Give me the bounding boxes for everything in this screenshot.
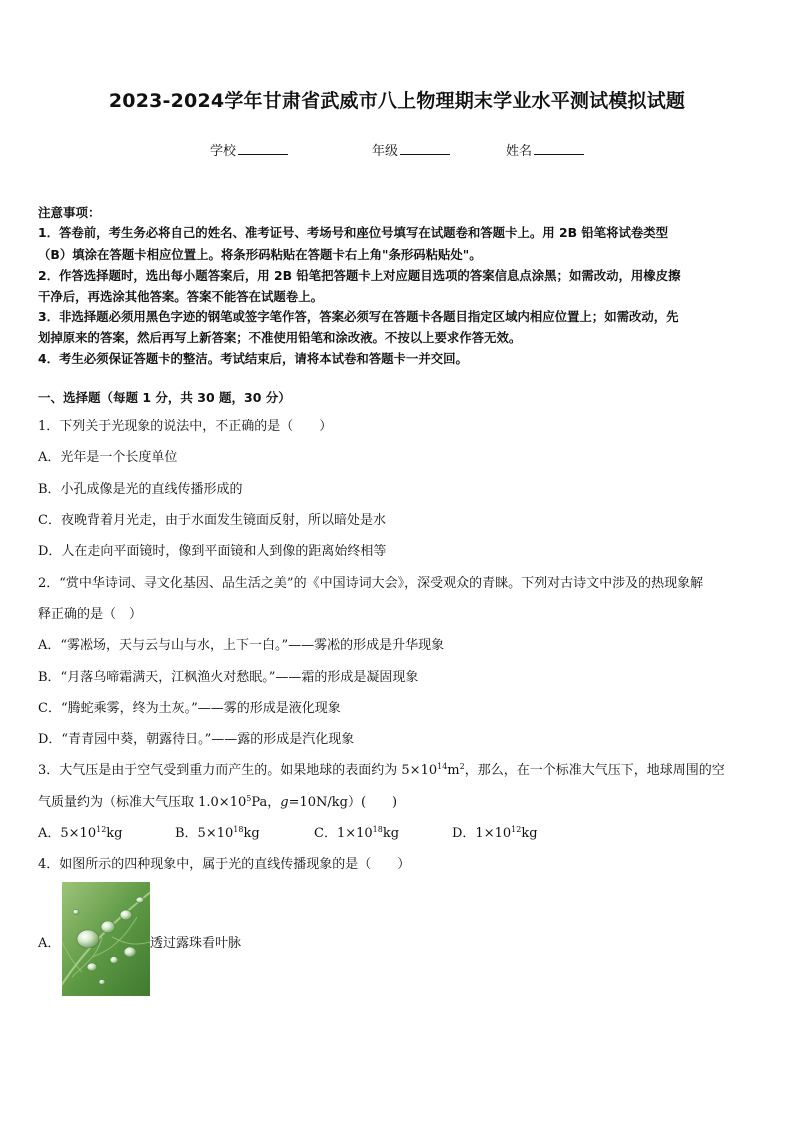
question-2-stem-cont: 释正确的是（ ）: [38, 607, 143, 622]
school-label: 学校: [210, 144, 237, 159]
question-1-option-b: B．小孔成像是光的直线传播形成的: [38, 482, 243, 497]
question-3-option-a: A．$5\times 10^{12}kg$: [38, 825, 123, 841]
page-title: 2023-2024学年甘肃省武威市八上物理期末学业水平测试模拟试题: [108, 90, 686, 112]
question-1-stem: 1．下列关于光现象的说法中，不正确的是（ ）: [38, 419, 333, 434]
question-4-option-a-caption: 透过露珠看叶脉: [150, 936, 242, 951]
question-3-stem: 3．大气压是由于空气受到重力而产生的。如果地球的表面约为 $5\times 10^{14}m^2$，那么，在一个标准大气压下，地球周围的空: [38, 762, 725, 778]
notice-line: 干净后，再选涂其他答案。答案不能答在试题卷上。: [38, 289, 323, 304]
grade-field: [372, 140, 450, 159]
notice-heading: 注意事项：: [38, 205, 101, 220]
notice-line: 2．作答选择题时，选出每小题答案后，用 2B 铅笔把答题卡上对应题目选项的答案信息点涂黑；如需改动，用橡皮擦: [38, 268, 681, 283]
question-1-option-a: A．光年是一个长度单位: [38, 450, 178, 465]
question-2-option-d: D．“青青园中葵，朝露待日。”——露的形成是汽化现象: [38, 732, 355, 747]
grade-blank: [400, 142, 450, 155]
question-2-option-a: A．“雾凇场，天与云与山与水，上下一白。”——雾凇的形成是升华现象: [38, 638, 445, 653]
section-heading: 一、选择题（每题 1 分，共 30 题，30 分）: [38, 390, 291, 405]
notice-line: 4．考生必须保证答题卡的整洁。考试结束后，请将本试卷和答题卡一并交回。: [38, 351, 468, 366]
dewdrop-leaf-image: [62, 882, 150, 996]
school-field: [210, 140, 288, 159]
school-blank: [238, 142, 288, 155]
notice-line: （B）填涂在答题卡相应位置上。将条形码粘贴在答题卡右上角"条形码粘贴处"。: [38, 247, 482, 262]
question-3-option-b: B．$5\times 10^{18}kg$: [175, 825, 260, 841]
notice-line: 3．非选择题必须用黑色字迹的钢笔或签字笔作答，答案必须写在答题卡各题目指定区域内相应位置上；如需改动，先: [38, 309, 679, 324]
name-blank: [534, 142, 584, 155]
name-label: 姓名: [506, 144, 533, 159]
question-4-stem: 4．如图所示的四种现象中，属于光的直线传播现象的是（ ）: [38, 857, 411, 872]
question-3-stem-cont: 气质量约为（标准大气压取 $1.0\times 10^5Pa$，g=10N/kg）( ): [38, 794, 398, 810]
question-3-option-d: D．$1\times 10^{12}kg$: [452, 825, 538, 841]
notice-line: 1．答卷前，考生务必将自己的姓名、准考证号、考场号和座位号填写在试题卷和答题卡上。用 2B 铅笔将试卷类型: [38, 225, 669, 240]
question-1-option-d: D．人在走向平面镜时，像到平面镜和人到像的距离始终相等: [38, 544, 387, 559]
name-field: [506, 140, 584, 159]
question-3-option-c: C．$1\times 10^{18}kg$: [314, 825, 400, 841]
question-2-option-b: B．“月落乌啼霜满天，江枫渔火对愁眠。”——霜的形成是凝固现象: [38, 670, 419, 685]
question-2-option-c: C．“腾蛇乘雾，终为土灰。”——雾的形成是液化现象: [38, 701, 341, 716]
question-2-stem: 2．“赏中华诗词、寻文化基因、品生活之美”的《中国诗词大会》，深受观众的青睐。下列对古诗文中涉及的热现象解: [38, 576, 704, 591]
question-4-option-a-label: A．: [38, 936, 61, 951]
question-1-option-c: C．夜晚背着月光走，由于水面发生镜面反射，所以暗处是水: [38, 513, 386, 528]
grade-label: 年级: [372, 144, 399, 159]
notice-line: 划掉原来的答案，然后再写上新答案；不准使用铅笔和涂改液。不按以上要求作答无效。: [38, 330, 522, 345]
